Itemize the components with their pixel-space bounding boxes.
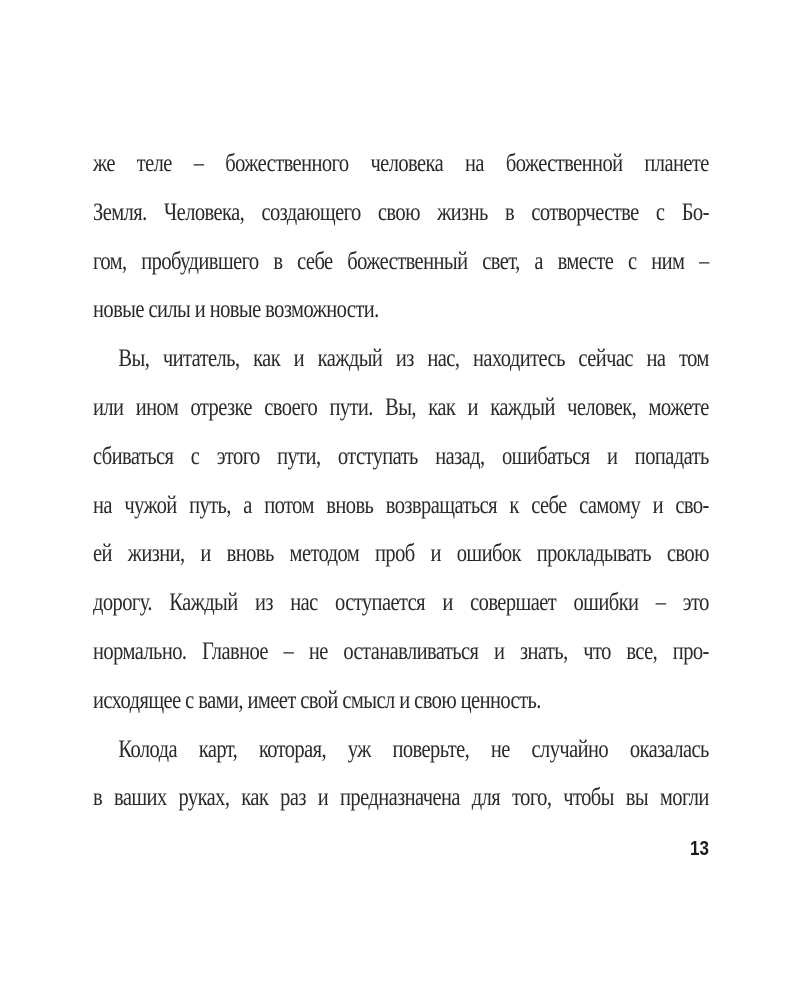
book-page-text <box>93 140 709 823</box>
text-line: в ваших руках, как раз и предназначена для того, чтобы вы могли <box>93 784 709 812</box>
text-line: сбиваться с этого пути, отступать назад, ошибаться и попадать <box>93 442 709 470</box>
text-line: ей жизни, и вновь методом проб и ошибок прокладывать свою <box>93 540 709 568</box>
text-line: же теле – божественного человека на божественной планете <box>93 150 709 177</box>
text-line: нормально. Главное – не останавливаться и знать, что все, про- <box>93 637 709 665</box>
text-line: дорогу. Каждый из нас оступается и совершает ошибки – это <box>93 589 709 617</box>
text-line: новые силы и новые возможности. <box>93 296 379 324</box>
text-line: или ином отрезке своего пути. Вы, как и каждый человек, можете <box>93 393 709 421</box>
text-line: гом, пробудившего в себе божественный свет, а вместе с ним – <box>93 247 709 275</box>
text-line: на чужой путь, а потом вновь возвращаться к себе самому и сво- <box>93 491 709 519</box>
text-line: Земля. Человека, создающего свою жизнь в сотворчестве с Бо- <box>93 198 709 226</box>
paragraph-2 <box>93 335 709 725</box>
paragraph-1 <box>93 140 709 335</box>
text-line: Вы, читатель, как и каждый из нас, находитесь сейчас на том <box>118 345 709 373</box>
paragraph-3 <box>93 726 709 824</box>
text-line: Колода карт, которая, уж поверьте, не случайно оказалась <box>118 735 709 763</box>
text-line: исходящее с вами, имеет свой смысл и свою ценность. <box>93 686 541 714</box>
page-number: 13 <box>690 838 709 860</box>
